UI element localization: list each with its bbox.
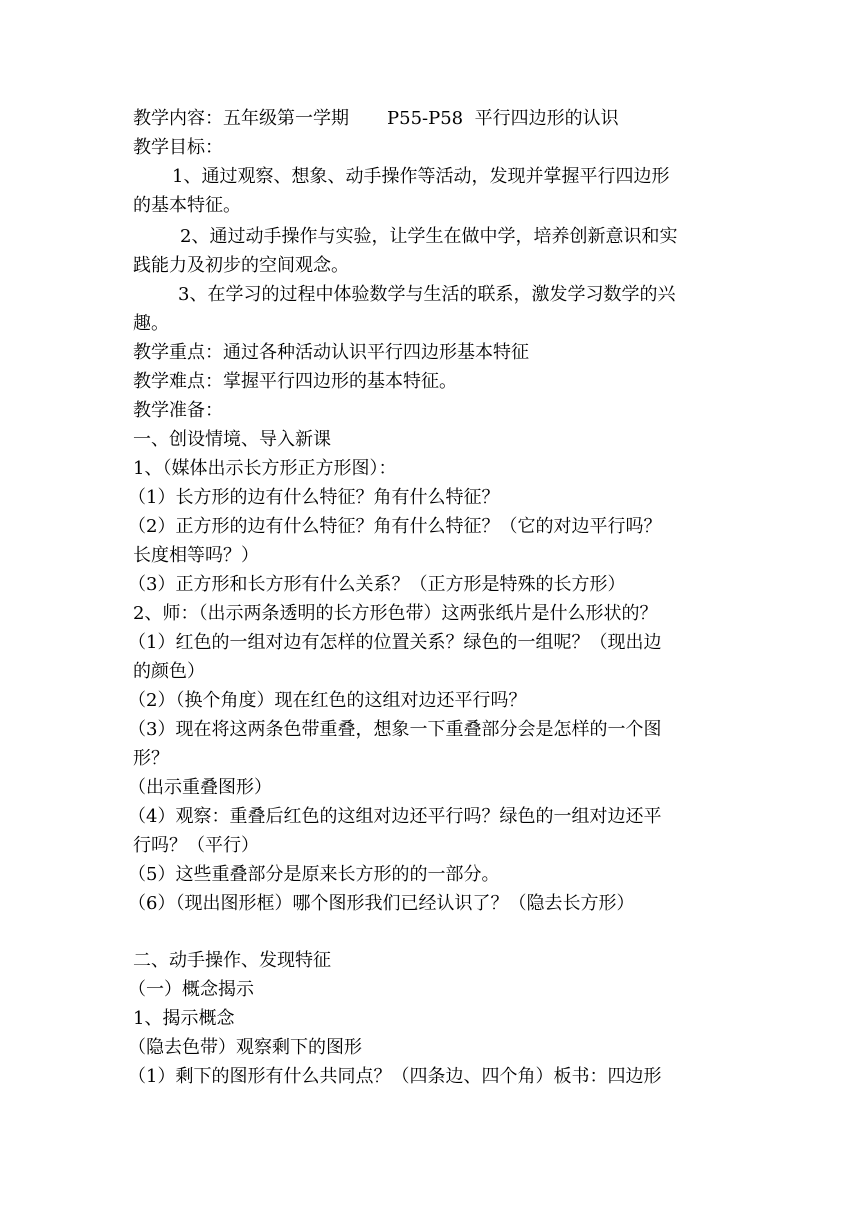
key-point: 教学重点：通过各种活动认识平行四边形基本特征 [133,342,529,363]
observe-remaining: （隐去色带）观察剩下的图形 [128,1037,362,1058]
reveal-concept: 1、揭示概念 [133,1008,235,1029]
objective-2: 2、通过动手操作与实验，让学生在做中学，培养创新意识和实 [180,226,678,247]
question-2-4: （4）观察：重叠后红色的这组对边还平行吗？绿色的一组对边还平 [128,806,662,827]
question-2-1-cont: 的颜色） [133,661,205,682]
question-2-3: （3）现在将这两条色带重叠，想象一下重叠部分会是怎样的一个图 [128,719,662,740]
question-2-4-cont: 行吗？（平行） [133,835,259,856]
step-2: 2、师：（出示两条透明的长方形色带）这两张纸片是什么形状的？ [133,603,658,624]
question-1-2: （2）正方形的边有什么特征？角有什么特征？（它的对边平行吗？ [128,516,662,537]
objectives-heading: 教学目标： [133,137,223,158]
section-1-heading: 一、创设情境、导入新课 [133,429,331,450]
show-overlap: （出示重叠图形） [128,777,272,798]
header-pages: P55-P58 [387,108,464,129]
objective-2-cont: 践能力及初步的空间观念。 [133,255,349,276]
question-2-3-cont: 形？ [133,748,169,769]
objective-1: 1、通过观察、想象、动手操作等活动，发现并掌握平行四边形 [172,166,670,187]
question-1-1: （1）长方形的边有什么特征？角有什么特征？ [128,487,500,508]
objective-1-cont: 的基本特征。 [133,195,241,216]
question-2-6: （6）（现出图形框）哪个图形我们已经认识了？（隐去长方形） [128,893,635,914]
subsection-1-heading: （一）概念揭示 [128,979,254,1000]
header-topic: 平行四边形的认识 [474,108,619,129]
section-2-heading: 二、动手操作、发现特征 [133,950,331,971]
difficulty: 教学难点：掌握平行四边形的基本特征。 [133,371,457,392]
question-2-5: （5）这些重叠部分是原来长方形的的一部分。 [128,864,500,885]
preparation: 教学准备： [133,400,223,421]
step-1: 1、（媒体出示长方形正方形图）： [133,458,397,479]
question-3-1: （1）剩下的图形有什么共同点？（四条边、四个角）板书：四边形 [128,1066,662,1087]
question-2-2: （2）（换个角度）现在红色的这组对边还平行吗？ [128,690,527,711]
header-line [133,108,619,130]
objective-3: 3、在学习的过程中体验数学与生活的联系，激发学习数学的兴 [178,284,676,305]
question-1-2-cont: 长度相等吗？） [133,545,259,566]
objective-3-cont: 趣。 [133,313,169,334]
header-label: 教学内容：五年级第一学期 [133,108,349,129]
question-2-1: （1）红色的一组对边有怎样的位置关系？绿色的一组呢？（现出边 [128,632,662,653]
question-1-3: （3）正方形和长方形有什么关系？（正方形是特殊的长方形） [128,574,626,595]
